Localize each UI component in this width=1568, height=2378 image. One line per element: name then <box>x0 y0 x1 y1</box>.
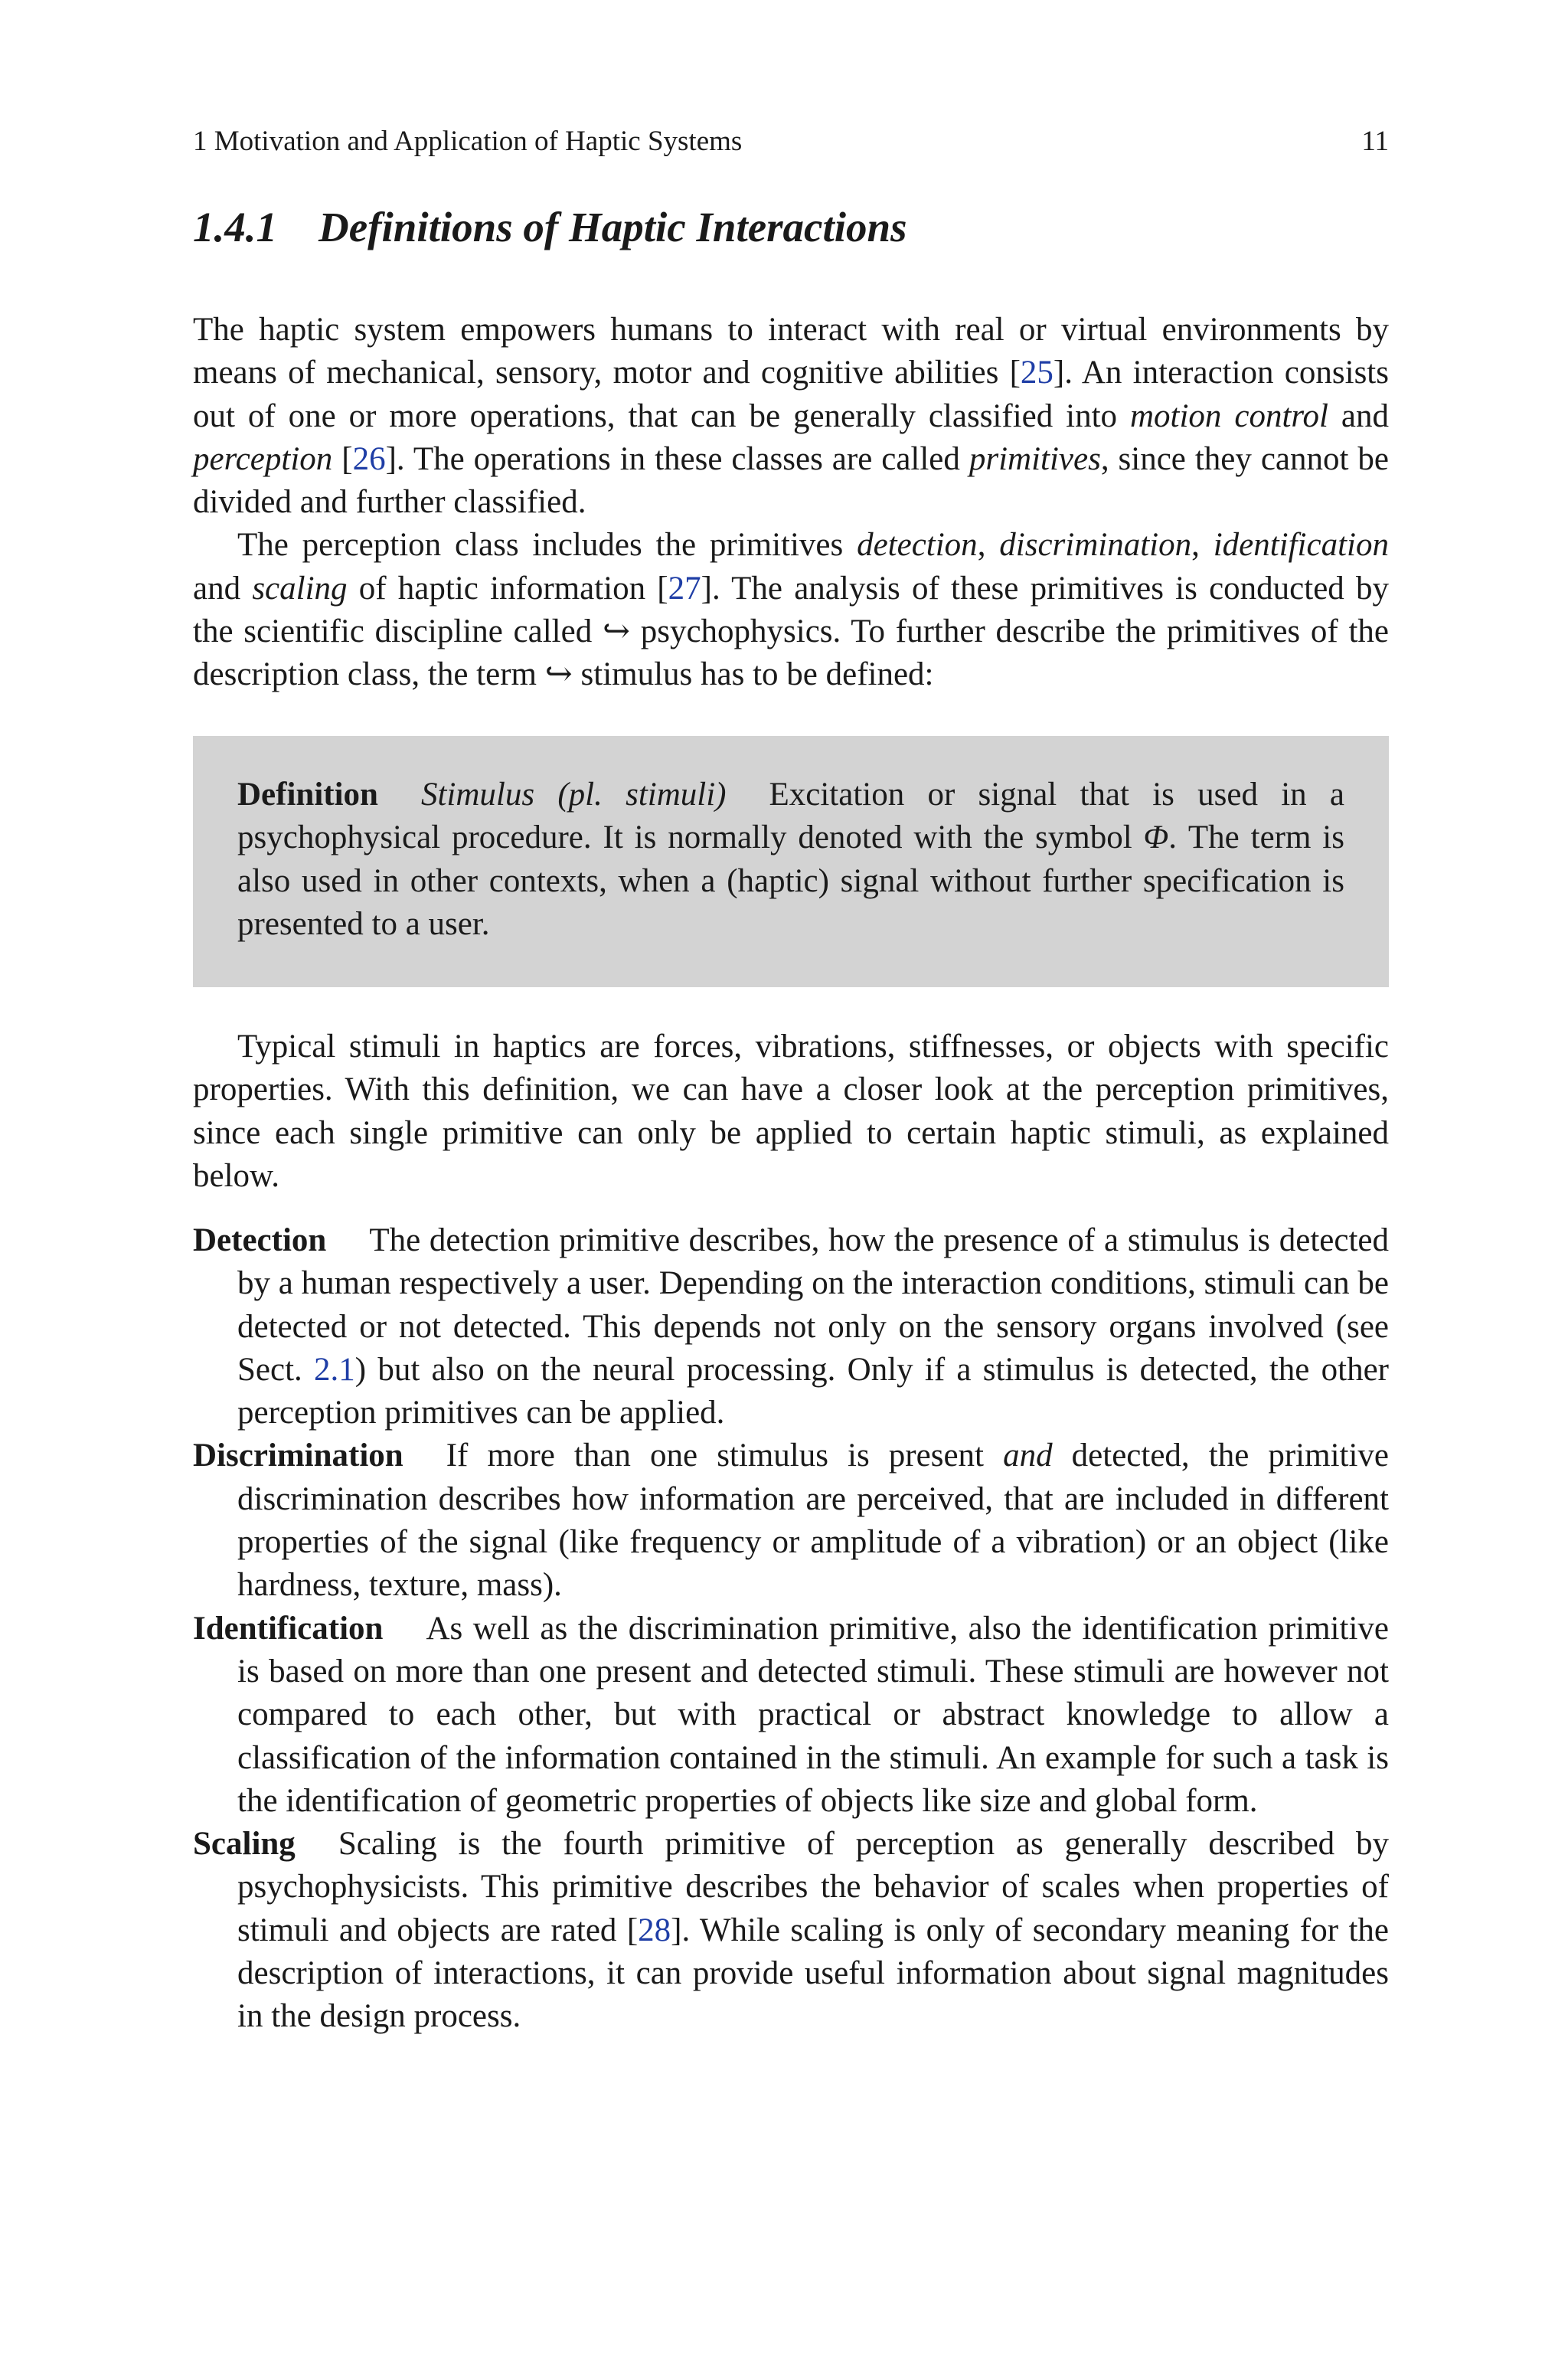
page-number: 11 <box>1361 126 1389 157</box>
text-run: ]. The operations in these classes are called <box>385 440 969 477</box>
chapter-running-title: 1 Motivation and Application of Haptic Systems <box>193 126 743 157</box>
text-run: detected, the primitive discrimination describes how information are perceived, that are included in different properties of the signal (like frequency or amplitude of a vibration) or an object (like hardness, texture, mass). <box>237 1438 1390 1604</box>
text-run: and <box>1328 397 1389 434</box>
text-run: As well as the discrimination primitive, also the identification primitive is based on more than one present and detected stimuli. These stimuli are however not compared to each other, but with practical or abstract knowledge to allow a classification of the information contained in the stimuli. An example for such a task is the identification of geometric properties of objects like size and global form. <box>237 1610 1389 1819</box>
term-name-identification: Identification <box>193 1610 384 1647</box>
term-name-discrimination: Discrimination <box>193 1438 403 1474</box>
text-run: Scaling is the fourth primitive of perception as generally described by psychophysicists. This primitive describes the behavior of scales when properties of stimuli and objects are rated [ <box>237 1826 1389 1948</box>
text-run: If more than one stimulus is present <box>446 1438 1004 1474</box>
definition-text <box>237 774 1344 946</box>
text-run: of haptic information [ <box>347 570 668 607</box>
text-run: [ <box>332 440 353 477</box>
emphasis-detection: detection <box>857 527 978 564</box>
emphasis-primitives: primitives <box>969 440 1101 477</box>
text-run: The perception class includes the primitives <box>237 527 858 564</box>
section-title: Definitions of Haptic Interactions <box>318 204 907 250</box>
emphasis-discrimination: discrimination <box>999 527 1192 564</box>
phi-symbol: Φ <box>1143 819 1169 856</box>
citation-link-28[interactable]: 28 <box>638 1912 671 1948</box>
running-head <box>193 123 1389 161</box>
definition-term: Stimulus (pl. stimuli) <box>420 777 727 813</box>
term-name-scaling: Scaling <box>193 1826 296 1863</box>
emphasis-scaling: scaling <box>252 570 348 607</box>
text-run: , <box>1191 527 1214 564</box>
citation-link-27[interactable]: 27 <box>668 570 701 607</box>
text-run: The haptic system empowers humans to interact with real or virtual environments by means of mechanical, sensory, motor and cognitive abilities [ <box>193 312 1389 391</box>
definition-label: Definition <box>237 777 378 813</box>
citation-link-25[interactable]: 25 <box>1020 355 1054 391</box>
perception-primitives-list <box>193 1219 1389 2039</box>
term-detection <box>193 1219 1389 1434</box>
text-run: and <box>193 570 253 607</box>
citation-link-26[interactable]: 26 <box>352 440 386 477</box>
text-run: , <box>977 527 1000 564</box>
text-run: Excitation or signal that is used in a psychophysical procedure. It is normally denoted with the symbol <box>237 777 1344 856</box>
paragraph-text: Typical stimuli in haptics are forces, vibrations, stiffnesses, or objects with specific properties. With this definition, we can have a closer look at the perception primitives, since each single primitive can only be applied to certain haptic stimuli, as explained below. <box>193 1029 1389 1194</box>
intro-paragraph-1 <box>193 309 1389 524</box>
term-name-detection: Detection <box>193 1222 327 1258</box>
term-identification <box>193 1608 1389 1823</box>
section-number: 1.4.1 <box>193 204 277 250</box>
section-heading <box>193 201 907 254</box>
intro-text <box>193 309 1389 697</box>
emphasis-and: and <box>1003 1438 1053 1474</box>
text-run: ]. The analysis of these primitives is conducted by the scientific discipline called ↪ psychophysics. To further describe the primitives of the description class, the term ↪ stimulus has to be defined: <box>193 570 1390 693</box>
text-run: . The term is also used in other contexts, when a (haptic) signal without further specification is presented to a user. <box>237 819 1344 942</box>
text-run: The detection primitive describes, how the presence of a stimulus is detected by a human respectively a user. Depending on the interaction conditions, stimuli can be detected or not detected. This depends not only on the sensory organs involved (see Sect. <box>237 1222 1389 1388</box>
text-run: ) but also on the neural processing. Only if a stimulus is detected, the other perception primitives can be applied. <box>237 1351 1389 1431</box>
typical-stimuli-paragraph <box>193 1025 1389 1198</box>
term-scaling <box>193 1823 1389 2038</box>
intro-paragraph-2 <box>193 524 1389 696</box>
emphasis-motion-control: motion control <box>1129 397 1328 434</box>
definition-box <box>193 736 1389 987</box>
emphasis-perception: perception <box>193 440 333 477</box>
section-link-2-1[interactable]: 2.1 <box>314 1351 355 1388</box>
emphasis-identification: identification <box>1213 527 1389 564</box>
term-discrimination <box>193 1434 1389 1607</box>
text-run: ]. While scaling is only of secondary meaning for the description of interactions, it can provide useful information about signal magnitudes in the design process. <box>237 1912 1389 2035</box>
text-run: , since they cannot be divided and further classified. <box>193 440 1389 521</box>
text-run: ]. An interaction consists out of one or more operations, that can be generally classified into <box>193 355 1389 434</box>
